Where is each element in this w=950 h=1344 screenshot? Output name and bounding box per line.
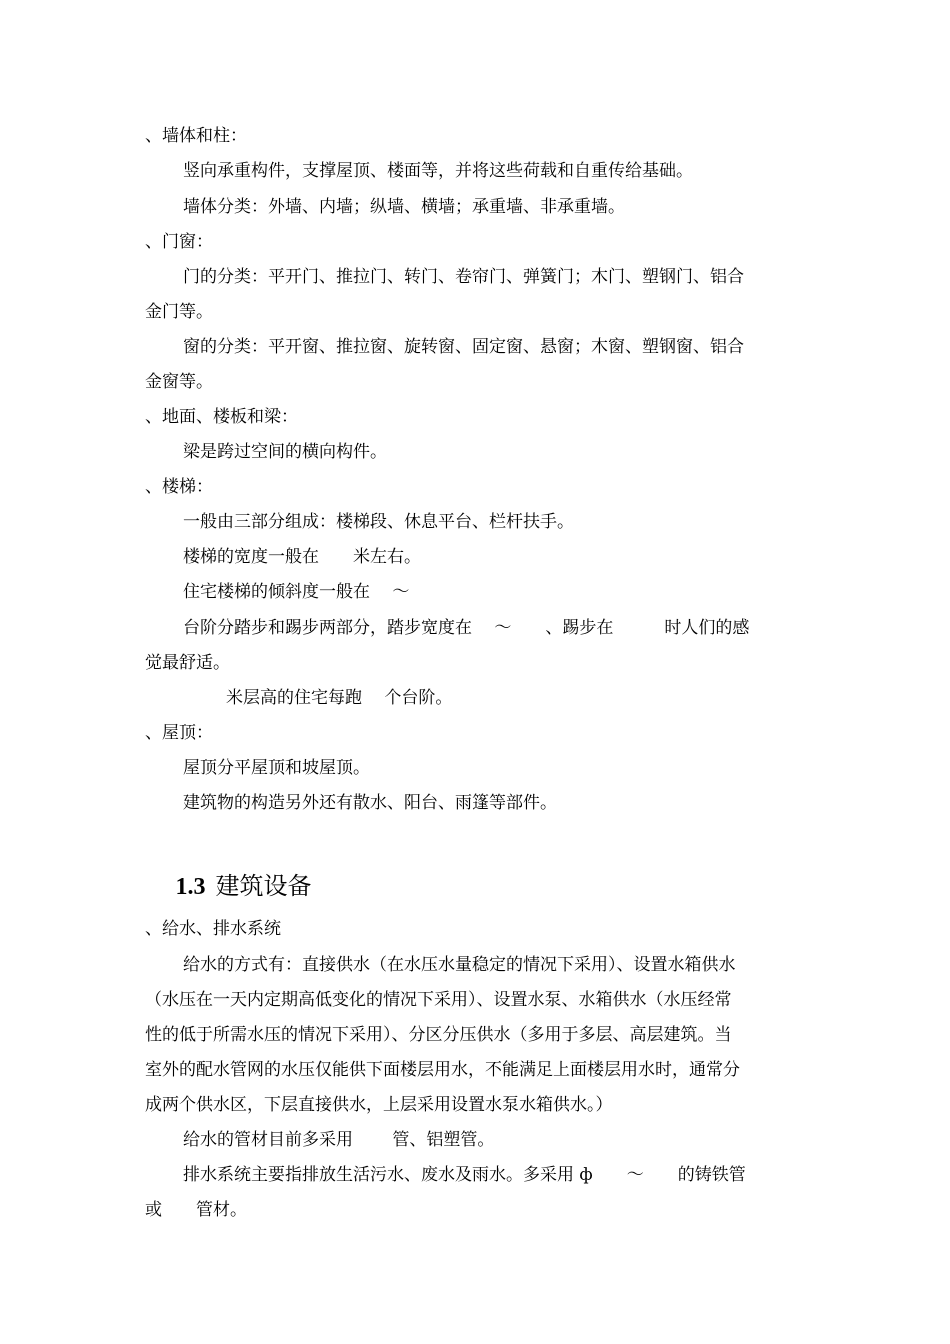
paragraph: 排水系统主要指排放生活污水、废水及雨水。多采用 ф ～ 的铸铁管 xyxy=(183,1165,746,1185)
section-number: 1.3 xyxy=(175,874,206,900)
paragraph: 竖向承重构件，支撑屋顶、楼面等，并将这些荷载和自重传给基础。 xyxy=(183,161,693,181)
paragraph: 给水的管材目前多采用 管、铝塑管。 xyxy=(183,1130,495,1150)
paragraph: 窗的分类：平开窗、推拉窗、旋转窗、固定窗、悬窗；木窗、塑钢窗、铝合 xyxy=(183,337,744,357)
paragraph: 楼梯的宽度一般在 米左右。 xyxy=(183,547,421,567)
paragraph-continuation: （水压在一天内定期高低变化的情况下采用）、设置水泵、水箱供水（水压经常 xyxy=(145,990,732,1010)
paragraph: 给水的方式有：直接供水（在水压水量稳定的情况下采用）、设置水箱供水 xyxy=(183,955,736,975)
paragraph: 墙体分类：外墙、内墙；纵墙、横墙；承重墙、非承重墙。 xyxy=(183,197,625,217)
section-label-water-system: 、给水、排水系统 xyxy=(145,919,281,939)
paragraph-continuation: 觉最舒适。 xyxy=(145,653,230,673)
paragraph: 台阶分踏步和踢步两部分，踏步宽度在 ～ 、踢步在 时人们的感 xyxy=(183,618,750,638)
paragraph: 建筑物的构造另外还有散水、阳台、雨篷等部件。 xyxy=(183,793,557,813)
section-label-walls: 、墙体和柱： xyxy=(145,126,247,146)
paragraph-continuation: 金门等。 xyxy=(145,302,213,322)
section-title: 建筑设备 xyxy=(215,872,312,900)
paragraph-continuation: 金窗等。 xyxy=(145,372,213,392)
paragraph-continuation: 室外的配水管网的水压仅能供下面楼层用水，不能满足上面楼层用水时，通常分 xyxy=(145,1060,740,1080)
paragraph: 一般由三部分组成：楼梯段、休息平台、栏杆扶手。 xyxy=(183,512,574,532)
paragraph: 梁是跨过空间的横向构件。 xyxy=(183,442,387,462)
paragraph: 门的分类：平开门、推拉门、转门、卷帘门、弹簧门；木门、塑钢门、铝合 xyxy=(183,267,744,287)
paragraph-continuation: 或 管材。 xyxy=(145,1200,247,1220)
paragraph-continuation: 成两个供水区，下层直接供水，上层采用设置水泵水箱供水。） xyxy=(145,1095,613,1115)
section-label-stairs: 、楼梯： xyxy=(145,477,213,497)
section-label-doors-windows: 、门窗： xyxy=(145,232,213,252)
paragraph-continuation: 性的低于所需水压的情况下采用）、分区分压供水（多用于多层、高层建筑。当 xyxy=(145,1025,732,1045)
section-label-floors: 、地面、楼板和梁： xyxy=(145,407,298,427)
paragraph: 米层高的住宅每跑 个台阶。 xyxy=(226,688,453,708)
paragraph: 住宅楼梯的倾斜度一般在 ～ xyxy=(183,582,410,602)
section-label-roof: 、屋顶： xyxy=(145,723,213,743)
paragraph: 屋顶分平屋顶和坡屋顶。 xyxy=(183,758,370,778)
